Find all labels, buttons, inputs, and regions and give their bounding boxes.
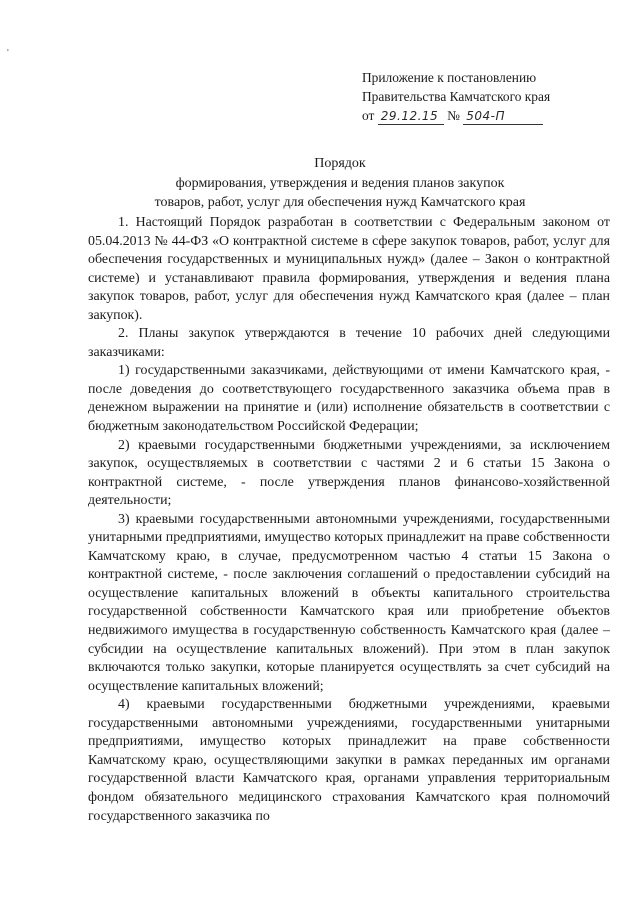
title-line-2: формирования, утверждения и ведения планов закупок — [175, 175, 505, 191]
paragraph-2-item-4: 4) краевыми государственными бюджетными учреждениями, краевыми государственными автономными учреждениями, государственными унитарными предприятиями, имущество которых принадлежит на праве собственности Камчатскому краю, осуществляющими закупки в рамках переданных им органами государственной власти Камчатского края, органами управления территориальным фондом обязательного медицинского страхования Камчатского края полномочий государственного заказчика по — [88, 697, 610, 824]
handwritten-number: 504-П — [463, 109, 543, 125]
document-title — [70, 154, 610, 213]
margin-mark: ' — [7, 48, 9, 59]
attachment-line-3 — [362, 106, 612, 125]
paragraph-2-item-1: 1) государственными заказчиками, действующими от имени Камчатского края, - после доведения до соответствующего государственного заказчика объема прав в денежном выражении на принятие и (или) исполнение обязательств в соответствии с бюджетным законодательством Российской Федерации; — [88, 363, 610, 435]
attachment-line-1: Приложение к постановлению — [362, 70, 537, 85]
paragraph-2-item-3: 3) краевыми государственными автономными учреждениями, государственными унитарными предприятиями, имущество которых принадлежит на праве собственности Камчатскому краю, в случае, предусмотренном частью 4 статьи 15 Закона о контрактной системе, - после заключения соглашений о предоставлении субсидий на осуществление капитальных вложений в объекты капитального строительства государственной собственности Камчатского края или приобретение объектов недвижимого имущества в государственную собственность Камчатского края (далее – субсидии на осуществление капитальных вложений). При этом в план закупок включаются только закупки, которые планируется осуществлять за счет субсидий на осуществление капитальных вложений; — [88, 511, 610, 694]
attachment-header — [362, 68, 612, 125]
attachment-prefix-from: от — [362, 108, 375, 123]
document-body — [88, 214, 610, 826]
attachment-number-sign: № — [447, 108, 460, 123]
paragraph-2: 2. Планы закупок утверждаются в течение 10 рабочих дней следующими заказчиками: — [88, 326, 610, 360]
attachment-line-2: Правительства Камчатского края — [362, 89, 551, 104]
title-line-3: товаров, работ, услуг для обеспечения нужд Камчатского края — [154, 195, 526, 210]
paragraph-2-item-2: 2) краевыми государственными бюджетными учреждениями, за исключением закупок, осуществляемых в соответствии с частями 2 и 6 статьи 15 Закона о контрактной системе, - после утверждения планов финансово-хозяйственной деятельности; — [88, 437, 610, 509]
paragraph-1: 1. Настоящий Порядок разработан в соответствии с Федеральным законом от 05.04.2013 № 44-ФЗ «О контрактной системе в сфере закупок товаров, работ, услуг для обеспечения государственных и муниципальных нужд» (далее – Закон о контрактной системе) и устанавливают правила формирования, утверждения и ведения плана закупок товаров, работ, услуг для обеспечения нужд Камчатского края (далее – план закупок). — [88, 215, 610, 323]
handwritten-date: 29.12.15 — [378, 109, 444, 125]
title-line-1: Порядок — [314, 156, 366, 171]
